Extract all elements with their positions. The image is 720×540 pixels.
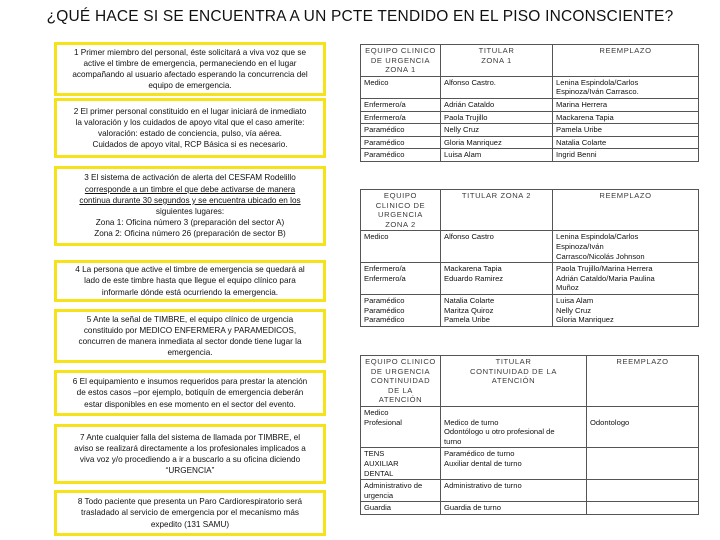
step-line: 8 Todo paciente que presenta un Paro Cardiorespiratorio será bbox=[77, 497, 303, 507]
cell-text: TITULAR bbox=[478, 46, 515, 55]
cell-text: EQUIPO bbox=[383, 191, 418, 200]
cell-text: Medico de turno bbox=[444, 417, 499, 427]
cell-text: TITULAR bbox=[495, 357, 532, 366]
step-line: 7 Ante cualquier falla del sistema de llamada por TIMBRE, el bbox=[79, 432, 301, 442]
table-header-row bbox=[361, 356, 699, 407]
cell-text: Mackarena Tapia bbox=[444, 264, 502, 274]
step-box-7 bbox=[54, 424, 326, 484]
step-line: viva voz y/o procediendo a ir a buscarlo a su oficina diciendo bbox=[79, 455, 301, 464]
table-row bbox=[361, 76, 699, 98]
table-row bbox=[361, 231, 699, 263]
step-line: 4 La persona que active el timbre de emergencia se quedará al bbox=[75, 265, 305, 275]
cell-text: Marina Herrera bbox=[556, 99, 608, 109]
header-cell bbox=[441, 356, 587, 407]
cell-text: Nelly Cruz bbox=[556, 305, 592, 315]
table-cell bbox=[553, 98, 699, 111]
cell-text: URGENCIA bbox=[378, 210, 423, 220]
cell-text: Paola Trujillo bbox=[444, 112, 488, 122]
table-row bbox=[361, 480, 699, 502]
table-cell bbox=[361, 406, 441, 447]
step-line: corresponde a un timbre el que debe activarse de manera bbox=[84, 184, 296, 194]
table-cell bbox=[553, 263, 699, 295]
header-cell bbox=[361, 190, 441, 231]
table-cell bbox=[361, 231, 441, 263]
cell-text: REEMPLAZO bbox=[599, 191, 652, 200]
table-cell bbox=[441, 124, 553, 137]
table-cell bbox=[441, 406, 587, 447]
cell-text: Natalia Colarte bbox=[556, 137, 607, 147]
table-zona-2 bbox=[360, 189, 699, 327]
header-cell bbox=[441, 190, 553, 231]
cell-text: Maritza Quiroz bbox=[444, 305, 494, 315]
cell-text: Enfermero/a bbox=[364, 264, 406, 274]
table-cell bbox=[553, 136, 699, 149]
cell-text: turno bbox=[444, 436, 462, 446]
step-line: 5 Ante la señal de TIMBRE, el equipo clínico de urgencia bbox=[86, 314, 294, 324]
cell-text: AUXILIAR bbox=[364, 458, 399, 468]
table-row bbox=[361, 111, 699, 124]
table-cell bbox=[441, 263, 553, 295]
table-cell bbox=[361, 76, 441, 98]
cell-text: DE URGENCIA bbox=[370, 366, 431, 376]
table-cell bbox=[441, 448, 587, 480]
step-box-6 bbox=[54, 370, 326, 416]
cell-text: Enfermero/a bbox=[364, 273, 406, 283]
table-row bbox=[361, 406, 699, 447]
header-cell bbox=[361, 45, 441, 77]
cell-text: Adrián Cataldo bbox=[444, 99, 495, 109]
step-line: emergencia. bbox=[167, 348, 213, 358]
header-cell bbox=[361, 356, 441, 407]
step-line: de estos casos –por ejemplo, botiquín de emergencia deberán bbox=[76, 388, 304, 398]
cell-text: Mackarena Tapia bbox=[556, 112, 614, 122]
table-row bbox=[361, 98, 699, 111]
table-row bbox=[361, 448, 699, 480]
cell-text: TITULAR ZONA 2 bbox=[461, 191, 532, 200]
table-cell bbox=[587, 502, 699, 515]
table-cell bbox=[361, 480, 441, 502]
cell-text: EQUIPO CLINICO bbox=[365, 46, 436, 55]
table-cell bbox=[361, 111, 441, 124]
table-cell bbox=[587, 406, 699, 447]
table-cell bbox=[361, 149, 441, 162]
table-row bbox=[361, 124, 699, 137]
cell-text: TENS bbox=[364, 449, 385, 459]
table-cell bbox=[441, 294, 553, 326]
table-cell bbox=[441, 136, 553, 149]
cell-text: REEMPLAZO bbox=[599, 46, 652, 55]
table-cell bbox=[441, 149, 553, 162]
cell-text: CONTINUIDAD DE LA bbox=[470, 366, 557, 376]
table-cell bbox=[361, 136, 441, 149]
header-cell bbox=[553, 45, 699, 77]
step-line: “URGENCIA” bbox=[165, 466, 215, 476]
cell-text: Ingrid Benni bbox=[556, 150, 597, 160]
cell-text: Alfonso Castro. bbox=[444, 77, 496, 87]
cell-text: Gloria Manriquez bbox=[444, 137, 502, 147]
step-line: 2 El primer personal constituido en el lugar iniciará de inmediato bbox=[73, 106, 307, 116]
step-box-4 bbox=[54, 260, 326, 302]
step-line: 6 El equipamiento e insumos requeridos para prestar la atención bbox=[72, 377, 308, 387]
cell-text: Pamela Uribe bbox=[556, 125, 603, 135]
cell-text: Luisa Alam bbox=[444, 150, 482, 160]
header-cell bbox=[587, 356, 699, 407]
table-cell bbox=[441, 502, 587, 515]
cell-text: Paramédico bbox=[364, 295, 405, 305]
cell-text: Eduardo Ramirez bbox=[444, 273, 504, 283]
step-box-8 bbox=[54, 490, 326, 536]
table-cell bbox=[361, 263, 441, 295]
cell-text: Profesional bbox=[364, 417, 402, 427]
step-line: trasladado al servicio de emergencia por el mecanismo más bbox=[81, 508, 299, 518]
cell-text: Carrasco/Nicolás Johnson bbox=[556, 251, 645, 261]
cell-text: ATENCIÓN bbox=[491, 376, 536, 386]
page-title: ¿QUÉ HACE SI SE ENCUENTRA A UN PCTE TENDIDO EN EL PISO INCONSCIENTE? bbox=[46, 8, 674, 25]
cell-text: ZONA 1 bbox=[385, 65, 416, 75]
step-box-2 bbox=[54, 98, 326, 158]
cell-text bbox=[444, 408, 583, 418]
cell-text: Muñoz bbox=[556, 283, 579, 293]
cell-text: CONTINUIDAD bbox=[370, 376, 431, 386]
table-continuidad bbox=[360, 355, 699, 515]
cell-text: Paramédico bbox=[364, 150, 405, 160]
table-cell bbox=[361, 98, 441, 111]
cell-text: Espinoza/Iván bbox=[556, 241, 604, 251]
cell-text: CLINICO DE bbox=[375, 200, 426, 210]
cell-text: Administrativo de turno bbox=[444, 481, 522, 491]
table-cell bbox=[441, 111, 553, 124]
cell-text bbox=[590, 481, 695, 491]
step-line: Zona 2: Oficina número 26 (preparación de sector B) bbox=[94, 229, 286, 239]
cell-text: Natalia Colarte bbox=[444, 295, 495, 305]
table-cell bbox=[553, 149, 699, 162]
step-box-3 bbox=[54, 166, 326, 246]
table-cell bbox=[553, 111, 699, 124]
cell-text: Guardia de turno bbox=[444, 503, 501, 513]
step-line: lado de este timbre hasta que llegue el equipo clínico para bbox=[84, 276, 296, 286]
table-cell bbox=[553, 294, 699, 326]
cell-text: Paramédico de turno bbox=[444, 449, 515, 459]
table-row bbox=[361, 263, 699, 295]
cell-text: Administrativo de bbox=[364, 481, 423, 491]
step-line: aviso se realizará directamente a los profesionales implicados a bbox=[74, 443, 306, 453]
step-line: concurren de manera inmediata al sector donde tiene lugar la bbox=[78, 337, 302, 346]
cell-text: Pamela Uribe bbox=[444, 315, 491, 325]
cell-text bbox=[590, 503, 695, 513]
step-line: 3 El sistema de activación de alerta del CESFAM Rodelillo bbox=[84, 173, 296, 183]
step-line: active el timbre de emergencia, permaneciendo en el lugar bbox=[83, 58, 297, 68]
table-cell bbox=[553, 76, 699, 98]
cell-text: Medico bbox=[364, 77, 389, 87]
step-line: siguientes lugares: bbox=[155, 207, 225, 216]
step-line: expedito (131 SAMU) bbox=[150, 519, 230, 529]
cell-text bbox=[590, 408, 695, 418]
cell-text: Enfermero/a bbox=[364, 112, 406, 122]
table-cell bbox=[587, 480, 699, 502]
step-line: informarle dónde está ocurriendo la emergencia. bbox=[101, 287, 279, 297]
cell-text: Medico bbox=[364, 407, 389, 417]
table-cell bbox=[553, 124, 699, 137]
step-line: Cuidados de apoyo vital, RCP Básica si es necesario. bbox=[92, 140, 288, 150]
table-row bbox=[361, 149, 699, 162]
table-cell bbox=[361, 294, 441, 326]
table-zona-1 bbox=[360, 44, 699, 162]
step-line: la valoración y los cuidados de apoyo vital que el caso amerite: bbox=[75, 117, 305, 127]
header-cell bbox=[441, 45, 553, 77]
table-header-row bbox=[361, 45, 699, 77]
cell-text: Lenina Espindola/Carlos bbox=[556, 77, 639, 87]
table-cell bbox=[361, 502, 441, 515]
step-line: estar disponibles en ese momento en el sector del evento. bbox=[84, 399, 296, 409]
cell-text: Paramédico bbox=[364, 305, 405, 315]
cell-text: Paramédico bbox=[364, 315, 405, 325]
step-line: 1 Primer miembro del personal, éste solicitará a viva voz que se bbox=[73, 47, 307, 57]
table-row bbox=[361, 136, 699, 149]
cell-text: Medico bbox=[364, 232, 389, 242]
cell-text: Gloria Manriquez bbox=[556, 315, 614, 325]
cell-text: REEMPLAZO bbox=[616, 357, 669, 366]
cell-text bbox=[590, 449, 695, 459]
cell-text: Alfonso Castro bbox=[444, 232, 494, 242]
cell-text: Lenina Espindola/Carlos bbox=[556, 232, 639, 242]
step-line: constituido por MEDICO ENFERMERA y PARAMEDICOS, bbox=[83, 325, 297, 335]
step-box-1 bbox=[54, 42, 326, 96]
step-line: equipo de emergencia. bbox=[148, 81, 232, 91]
cell-text: Odontologo bbox=[590, 417, 630, 427]
cell-text: Espinoza/Iván Carrasco. bbox=[556, 87, 639, 97]
cell-text: Odontólogo u otro profesional de bbox=[444, 427, 555, 437]
step-box-5 bbox=[54, 309, 326, 363]
table-cell bbox=[361, 448, 441, 480]
cell-text: Adrián Cataldo/Maria Paulina bbox=[556, 273, 655, 283]
step-line: acompañando al usuario afectado esperando la concurrencia del bbox=[72, 70, 308, 79]
cell-text: ATENCIÓN bbox=[378, 395, 423, 405]
cell-text: Nelly Cruz bbox=[444, 125, 480, 135]
step-line: valoración: estado de conciencia, pulso, vía aérea. bbox=[98, 129, 282, 138]
table-row bbox=[361, 294, 699, 326]
header-cell bbox=[553, 190, 699, 231]
table-row bbox=[361, 502, 699, 515]
cell-text: DENTAL bbox=[364, 468, 394, 478]
table-cell bbox=[441, 98, 553, 111]
table-cell bbox=[587, 448, 699, 480]
cell-text: Guardia bbox=[364, 503, 392, 513]
cell-text: Paramédico bbox=[364, 137, 405, 147]
cell-text: Auxiliar dental de turno bbox=[444, 458, 522, 468]
table-cell bbox=[441, 76, 553, 98]
table-header-row bbox=[361, 190, 699, 231]
table-cell bbox=[441, 480, 587, 502]
table-cell bbox=[553, 231, 699, 263]
step-line: Zona 1: Oficina número 3 (preparación del sector A) bbox=[95, 218, 285, 228]
cell-text: DE LA bbox=[388, 385, 413, 395]
cell-text: DE URGENCIA bbox=[370, 55, 431, 65]
cell-text: EQUIPO CLINICO bbox=[365, 357, 436, 366]
cell-text: Luisa Alam bbox=[556, 295, 594, 305]
table-cell bbox=[441, 231, 553, 263]
cell-text: Enfermero/a bbox=[364, 99, 406, 109]
cell-text: ZONA 2 bbox=[385, 219, 416, 229]
table-cell bbox=[361, 124, 441, 137]
cell-text: Paramédico bbox=[364, 125, 405, 135]
cell-text: ZONA 1 bbox=[481, 55, 512, 65]
cell-text: Paola Trujillo/Marina Herrera bbox=[556, 264, 653, 274]
cell-text: urgencia bbox=[364, 490, 394, 500]
step-line: continua durante 30 segundos y se encuentra ubicado en los bbox=[79, 195, 301, 205]
